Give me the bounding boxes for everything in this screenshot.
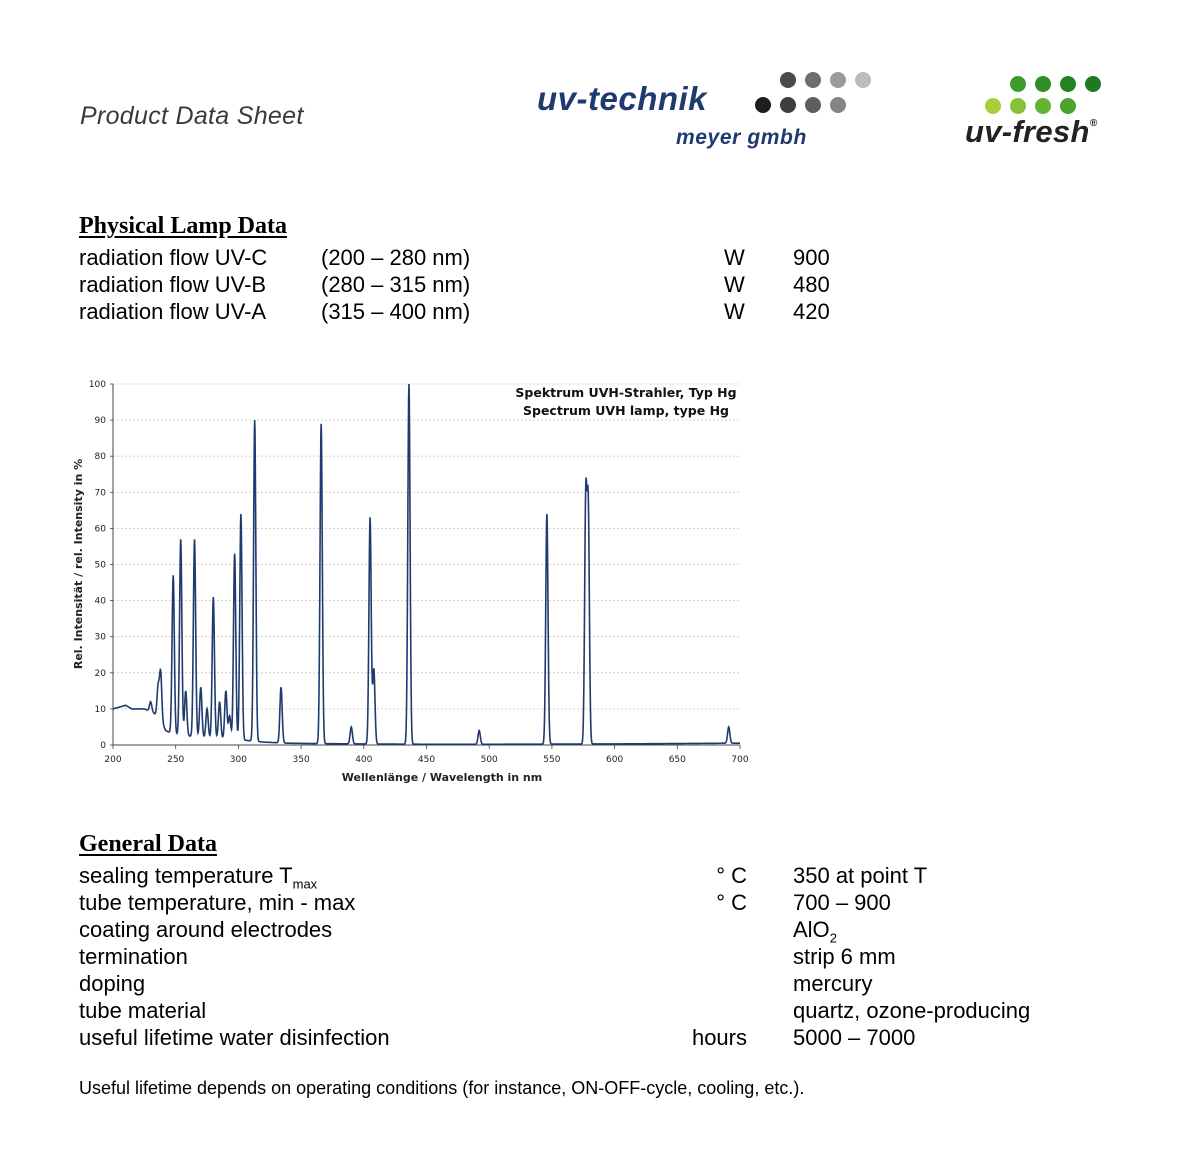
- y-tick-label: 80: [94, 452, 106, 463]
- x-tick-label: 400: [355, 755, 373, 765]
- row-value: 480: [793, 272, 830, 297]
- general-row-coating: [0, 917, 1200, 944]
- physical-row-uva: [0, 299, 1200, 326]
- y-axis-title: Rel. Intensität / rel. Intensity in %: [72, 458, 85, 670]
- general-row-sealing-temp: [0, 863, 1200, 890]
- row-label: radiation flow UV-A: [79, 299, 267, 324]
- row-label-subscript: max: [292, 876, 318, 892]
- row-value-subscript: 2: [829, 930, 837, 946]
- row-value: quartz, ozone-producing: [793, 998, 1031, 1023]
- chart-title: Spektrum UVH-Strahler, Typ Hg: [515, 385, 737, 400]
- row-value: 420: [793, 299, 830, 324]
- y-tick-label: 100: [88, 380, 106, 390]
- y-tick-label: 50: [94, 560, 106, 571]
- general-row-tube-material: [0, 998, 1200, 1025]
- y-tick-label: 90: [94, 416, 106, 427]
- row-unit: W: [724, 272, 745, 297]
- uv-fresh-logo-text: [965, 114, 1097, 150]
- row-value-text: AlO: [793, 917, 830, 942]
- row-value: [793, 917, 837, 945]
- logo-dot: [1060, 98, 1076, 114]
- logo-dot: [780, 72, 796, 88]
- physical-row-uvc: [0, 245, 1200, 272]
- x-tick-label: 350: [292, 755, 310, 765]
- row-range: (280 – 315 nm): [321, 272, 471, 297]
- general-data-heading: General Data: [79, 831, 217, 857]
- physical-lamp-data-heading: Physical Lamp Data: [79, 213, 288, 239]
- x-tick-label: 550: [543, 755, 561, 765]
- x-tick-label: 450: [417, 755, 436, 765]
- uv-technik-logo-text: uv-technik: [537, 80, 708, 117]
- row-value: 700 – 900: [793, 890, 891, 915]
- row-label: doping: [79, 971, 146, 996]
- row-value: 900: [793, 245, 830, 270]
- row-range: (200 – 280 nm): [321, 245, 471, 270]
- general-row-doping: [0, 971, 1200, 998]
- y-tick-label: 60: [94, 524, 106, 535]
- row-label: coating around electrodes: [79, 917, 333, 942]
- uv-fresh-name: uv-fresh: [965, 114, 1090, 149]
- row-value: strip 6 mm: [793, 944, 896, 969]
- uv-technik-logo-subtext: meyer gmbh: [676, 126, 807, 149]
- logo-dot: [1085, 76, 1101, 92]
- logo-dot: [1010, 98, 1026, 114]
- general-row-tube-temp: [0, 890, 1200, 917]
- row-unit: ° C: [716, 863, 747, 888]
- row-unit: W: [724, 299, 745, 324]
- document-title: Product Data Sheet: [80, 102, 304, 130]
- footnote: Useful lifetime depends on operating conditions (for instance, ON-OFF-cycle, cooling, etc.).: [79, 1078, 805, 1098]
- x-tick-label: 300: [229, 755, 247, 765]
- logo-dot: [830, 72, 846, 88]
- x-tick-label: 600: [606, 755, 624, 765]
- general-row-termination: [0, 944, 1200, 971]
- row-value: mercury: [793, 971, 873, 996]
- logo-dot: [805, 72, 821, 88]
- logo-dot: [1035, 76, 1051, 92]
- logo-dot: [1035, 98, 1051, 114]
- x-tick-label: 500: [480, 755, 498, 765]
- row-label: tube temperature, min - max: [79, 890, 356, 915]
- row-value: 5000 – 7000: [793, 1025, 916, 1050]
- row-unit: ° C: [716, 890, 747, 915]
- logo-dot: [805, 97, 821, 113]
- logo-dot: [1010, 76, 1026, 92]
- physical-row-uvb: [0, 272, 1200, 299]
- y-tick-label: 10: [94, 704, 106, 715]
- spectrum-chart: [60, 370, 760, 790]
- registered-mark: ®: [1089, 118, 1098, 129]
- y-tick-label: 20: [94, 668, 106, 679]
- row-label: [79, 863, 317, 891]
- row-label: radiation flow UV-C: [79, 245, 268, 270]
- row-range: (315 – 400 nm): [321, 299, 471, 324]
- y-tick-label: 70: [94, 488, 106, 499]
- general-row-lifetime: [0, 1025, 1200, 1052]
- chart-subtitle: Spectrum UVH lamp, type Hg: [523, 403, 729, 418]
- logo-dot: [985, 98, 1001, 114]
- logo-dot: [855, 72, 871, 88]
- row-label-text: sealing temperature T: [79, 863, 293, 888]
- x-axis-title: Wellenlänge / Wavelength in nm: [341, 771, 543, 784]
- y-tick-label: 0: [100, 741, 106, 751]
- chart-ticks: [89, 380, 749, 765]
- logo-dot: [1060, 76, 1076, 92]
- row-unit: W: [724, 245, 745, 270]
- row-label: tube material: [79, 998, 207, 1023]
- row-unit: hours: [691, 1025, 747, 1050]
- chart-grid: [113, 384, 740, 709]
- row-label: radiation flow UV-B: [79, 272, 267, 297]
- x-tick-label: 700: [731, 755, 749, 765]
- logo-dot: [755, 97, 771, 113]
- row-value: 350 at point T: [793, 863, 928, 888]
- row-label: termination: [79, 944, 188, 969]
- x-tick-label: 200: [104, 755, 122, 765]
- logo-dot: [780, 97, 796, 113]
- x-tick-label: 650: [668, 755, 686, 765]
- row-label: useful lifetime water disinfection: [79, 1025, 390, 1050]
- logo-dot: [830, 97, 846, 113]
- y-tick-label: 40: [94, 596, 106, 607]
- x-tick-label: 250: [167, 755, 185, 765]
- y-tick-label: 30: [94, 632, 106, 643]
